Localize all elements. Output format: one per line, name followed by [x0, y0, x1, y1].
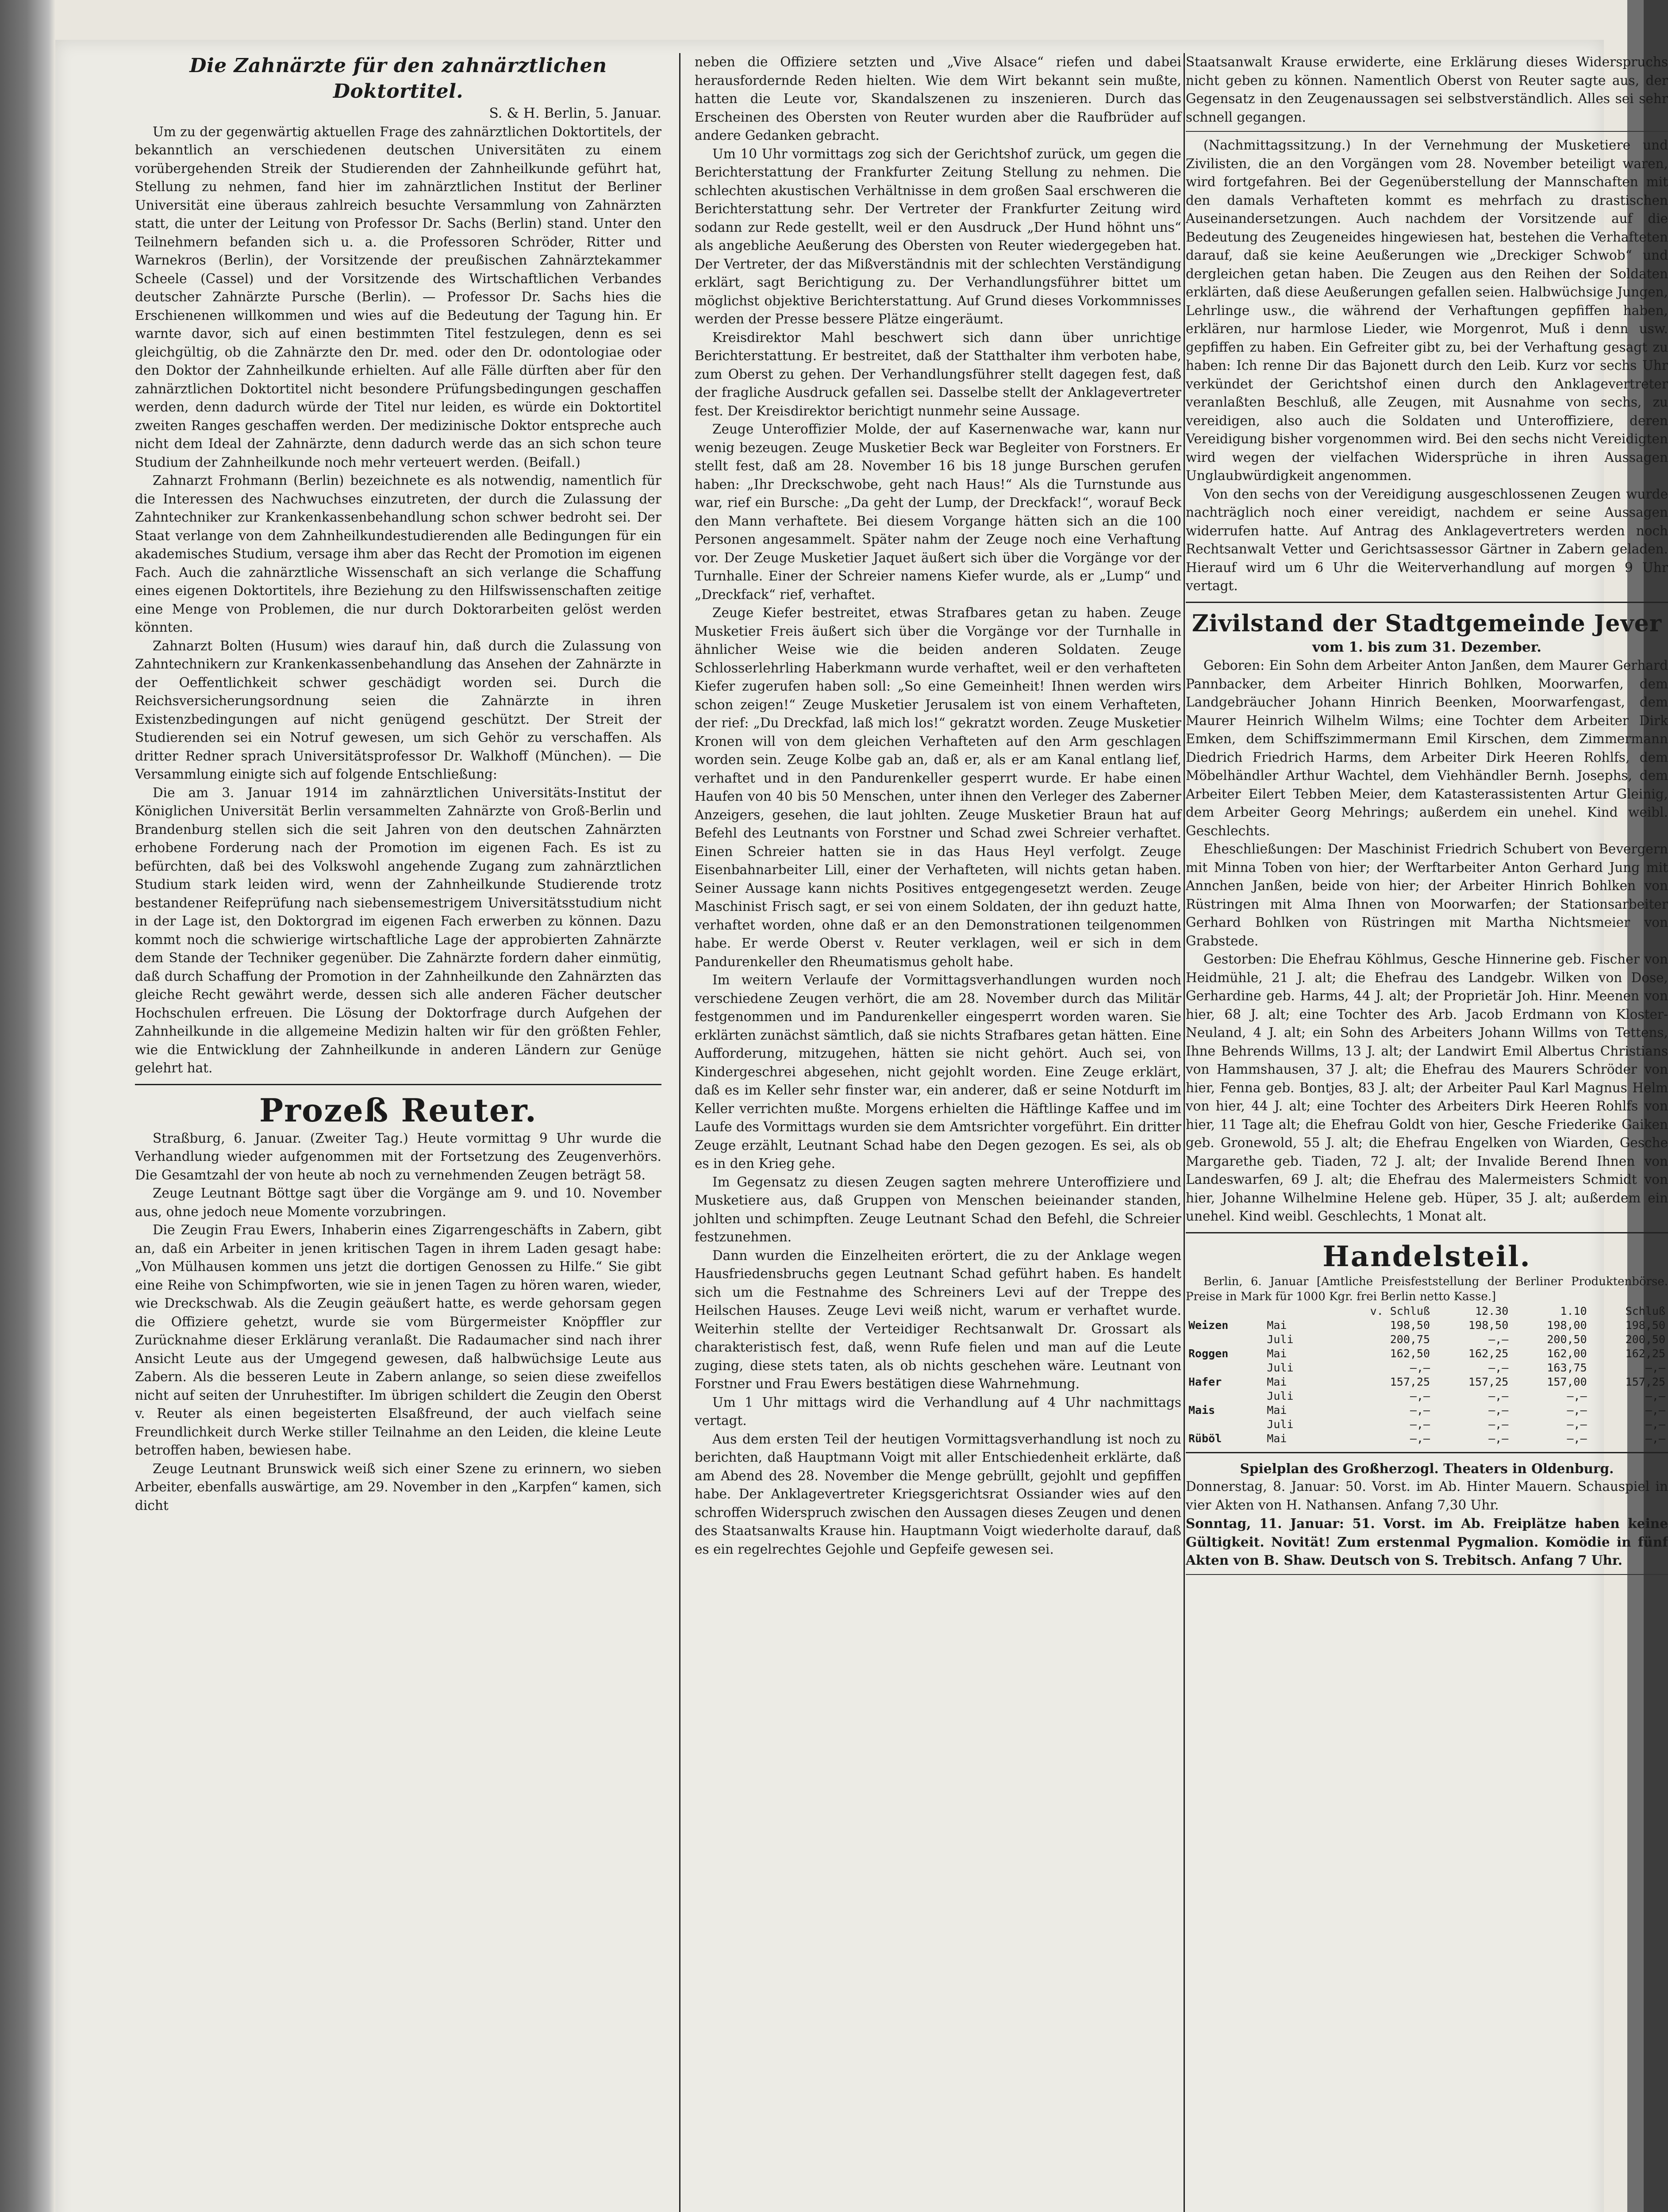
table-row — [1186, 1417, 1668, 1432]
table-cell: Mai — [1267, 1375, 1287, 1388]
divider — [1186, 602, 1668, 603]
paragraph: Im Gegensatz zu diesen Zeugen sagten mehrere Unteroffiziere und Musketiere aus, daß Gruppen von Menschen beieinander standen, johlten und schimpften. Zeuge Leutnant Schad den Befehl, die Schreier festzunehmen. — [695, 1174, 1181, 1244]
paragraph: neben die Offiziere setzten und „Vive Alsace“ riefen und dabei herausfordernde Reden hielten. Wie dem Wirt bekannt sein mußte, hatten die Leute vor, Skandalszenen zu inszenieren. Durch das Erscheinen des Obersten von Reuter wurden aber die Raufbrüder auf andere Gedanken gebracht. — [695, 54, 1181, 143]
paragraph: Zeuge Leutnant Brunswick weiß sich einer Szene zu erinnern, wo sieben Arbeiter, ebenfalls auswärtige, am 29. November in den „Karpfen“ kamen, sich dicht — [135, 1461, 661, 1513]
table-cell: 157,25 — [1625, 1375, 1665, 1388]
table-cell: 198,50 — [1390, 1318, 1430, 1332]
trade-intro: Berlin, 6. Januar [Amtliche Preisfeststellung der Berliner Produktenbörse. Preise in Mark für 1000 Kgr. frei Berlin netto Kasse.] — [1186, 1275, 1668, 1303]
paragraph: Zahnarzt Frohmann (Berlin) bezeichnete es als notwendig, namentlich für die Interessen des Nachwuchses einzutreten, der durch die Zulassung der Zahntechniker zur Krankenkassenbehandlung schon schwer bedroht sei. Der Staat verlange von dem Zahnheilkundestudierenden alle Bedingungen für ein akademisches Studium, versage ihm aber das Recht der Promotion im eigenen Fach. Auch die zahnärztliche Wissenschaft an sich verlange die Schaffung eines eigenen Doktortitels, ihre Beziehung zu den Hilfswissenschaften zeitige eine Menge von Problemen, die nur durch Doktorarbeiten gelöst werden könnten. — [135, 473, 661, 635]
table-cell: Weizen — [1188, 1318, 1229, 1332]
divider — [1186, 1452, 1668, 1453]
table-cell: —,— — [1567, 1403, 1587, 1417]
table-cell: —,— — [1645, 1432, 1665, 1445]
paragraph: Die am 3. Januar 1914 im zahnärztlichen Universitäts-Institut der Königlichen Universität Berlin versammelten Zahnärzte von Groß-Berlin und Brandenburg stellen sich die seit Jahren von den deutschen Zahnärzten erhobene Forderung nach der Promotion im eigenen Fach. Es ist zu befürchten, daß bei des Volkswohl angehende Zugang zum zahnärztlichen Studium stark leiden wird, wenn der Zahnheilkunde Studierende trotz bestandener Reifeprüfung nach siebensemestrigem Universitätsstudium nicht in der Lage ist, den Doktorgrad im eigenen Fach erwerben zu können. Dazu kommt noch die schwierige wirtschaftliche Lage der approbierten Zahnärzte dem Stande der Techniker gegenüber. Die Zahnärzte fordern daher einmütig, daß durch Schaffung der Promotion in der Zahnheilkunde den Zahnärzten das gleiche Recht gewährt werde, dessen sich alle anderen Fächer deutscher Hochschulen erfreuen. Die Lösung der Doktorfrage durch Aufgehen der Zahnheilkunde in die allgemeine Medizin halten wir für den größten Fehler, wie die Entwicklung der Zahnheilkunde in anderen Ländern zur Genüge gelehrt hat. — [135, 785, 661, 1075]
paragraph: Um zu der gegenwärtig aktuellen Frage des zahnärztlichen Doktortitels, der bekanntlich an verschiedenen deutschen Universitäten zu einem vorübergehenden Streik der Studierenden der Zahnheilkunde geführt hat, Stellung zu nehmen, fand hier im zahnärztlichen Institut der Berliner Universität eine überaus zahlreich besuchte Versammlung von Zahnärzten statt, die unter der Leitung von Professor Dr. Sachs (Berlin) stand. Unter den Teilnehmern befanden sich u. a. die Professoren Schröder, Ritter und Warnekros (Berlin), der Vorsitzende der preußischen Zahnärztekammer Scheele (Cassel) und der Vorsitzende des Wirtschaftlichen Verbandes deutscher Zahnärzte Pursche (Berlin). — Professor Dr. Sachs hies die Erschienenen willkommen und wies auf die Bedeutung der Tagung hin. Er warnte davor, sich auf einen bestimmten Titel festzulegen, denn es sei gleichgültig, ob die Zahnärzte den Dr. med. oder den Dr. odontologiae oder den Doktor der Zahnheilkunde erhielten. Auf alle Fälle dürften aber für den zahnärztlichen Doktortitel nicht besondere Prüfungsbedingungen geschaffen werden, denn dadurch würde der Titel nur leiden, es würde ein Doktortitel zweiten Ranges geschaffen werden. Der medizinische Doktor entspreche auch nicht dem Ideal der Zahnärzte, denn dadurch werde das an sich schon teure Studium der Zahnheilkunde noch mehr verteuert werden. (Beifall.) — [135, 124, 661, 470]
table-row — [1186, 1361, 1668, 1375]
table-cell: —,— — [1488, 1417, 1509, 1431]
table-cell: 200,50 — [1625, 1333, 1665, 1346]
table-row — [1186, 1389, 1668, 1403]
table-row — [1186, 1333, 1668, 1347]
divider — [1186, 1232, 1668, 1233]
table-cell: 162,00 — [1547, 1347, 1587, 1360]
table-cell — [1186, 1333, 1264, 1347]
playbill-entry: Sonntag, 11. Januar: 51. Vorst. im Ab. Freiplätze haben keine Gültigkeit. Novität! Zum erstenmal Pygmalion. Komödie in fünf Akten von B. Shaw. Deutsch von S. Trebitsch. Anfang 7 Uhr. — [1186, 1516, 1668, 1568]
table-cell: —,— — [1410, 1403, 1430, 1417]
table-cell: —,— — [1488, 1361, 1509, 1374]
section-title: Zivilstand der Stadtgemeinde Jever — [1191, 610, 1662, 637]
table-cell: Mai — [1267, 1318, 1287, 1332]
table-cell: Mai — [1267, 1403, 1287, 1417]
table-row — [1186, 1403, 1668, 1417]
paragraph: Kreisdirektor Mahl beschwert sich dann über unrichtige Berichterstattung. Er bestreitet, daß der Statthalter ihm verboten habe, zum Oberst zu gehen. Der Verhandlungsführer stellt dagegen fest, daß der fragliche Ausdruck gefallen sei. Dasselbe stellt der Anklagevertreter fest. Der Kreisdirektor berichtigt nunmehr seine Aussage. — [695, 330, 1181, 419]
table-cell: 198,00 — [1547, 1318, 1587, 1332]
table-cell — [1264, 1304, 1319, 1318]
table-cell: 157,25 — [1390, 1375, 1430, 1388]
section-subtitle: vom 1. bis zum 31. Dezember. — [1312, 639, 1541, 655]
paragraph: Zahnarzt Bolten (Husum) wies darauf hin, daß durch die Zulassung von Zahntechnikern zur Krankenkassenbehandlung das Ansehen der Zahnärzte in der Oeffentlichkeit schwer geschädigt worden sei. Durch die Reichsversicherungsordnung seien die Zahnärzte in ihren Existenzbedingungen auf nicht genügend geschützt. Der Streit der Studierenden sei ein Notruf gewesen, um sich Gehör zu verschaffen. Als dritter Redner sprach Universitätsprofessor Dr. Walkhoff (München). — Die Versammlung einigte sich auf folgende Entschließung: — [135, 638, 661, 782]
table-cell: 1.10 — [1560, 1304, 1587, 1317]
table-cell: 163,75 — [1547, 1361, 1587, 1374]
table-cell: —,— — [1410, 1361, 1430, 1374]
table-cell: 162,25 — [1625, 1347, 1665, 1360]
table-cell: —,— — [1567, 1389, 1587, 1402]
price-table — [1186, 1304, 1668, 1446]
playbill-entry: Donnerstag, 8. Januar: 50. Vorst. im Ab. Hinter Mauern. Schauspiel in vier Akten von H. Nathansen. Anfang 7,30 Uhr. — [1186, 1479, 1668, 1513]
article-title: Prozeß Reuter. — [259, 1091, 537, 1129]
table-cell: Mai — [1267, 1347, 1287, 1360]
table-cell: Roggen — [1188, 1347, 1229, 1360]
column-rule — [679, 53, 680, 2212]
table-cell: —,— — [1645, 1389, 1665, 1402]
table-cell: v. Schluß — [1370, 1304, 1430, 1317]
table-row — [1186, 1347, 1668, 1361]
table-cell: Schluß — [1625, 1304, 1665, 1317]
playbill — [1186, 1459, 1668, 1570]
newspaper-page — [55, 40, 1668, 2212]
paragraph: Zeuge Kiefer bestreitet, etwas Strafbares getan zu haben. Zeuge Musketier Freis äußert sich über die Vorgänge vor der Turnhalle in ähnlicher Weise wie die beiden anderen Soldaten. Zeuge Schlosserlehrling Haberkmann wurde verhaftet, weil er den verhafteten Kiefer zugerufen haben soll: „So eine Gemeinheit! Ihnen werden wirs schon zeigen!“ Zeuge Musketier Jerusalem ist von einem Verhafteten, der rief: „Du Dreckfad, laß mich los!“ gekratzt worden. Zeuge Musketier Kronen will von dem gleichen Verhafteten auf den Arm geschlagen worden sein. Zeuge Kolbe gab an, daß er, als er am Kanal entlang lief, verhaftet und in den Pandurenkeller gesperrt wurde. Er habe einen Haufen von 40 bis 50 Menschen, unter ihnen den Verleger des Zaberner Anzeigers, gesehen, die laut johlten. Zeuge Musketier Braun hat auf Befehl des Leutnants von Forstner und Schad zwei Schreier verhaftet. Einen Schreier hatten sie in das Haus Heyl verfolgt. Zeuge Eisenbahnarbeiter Lill, einer der Verhafteten, will nichts getan haben. Seiner Aussage kann nichts Positives entgegengesetzt werden. Zeuge Maschinist Frisch sagt, er sei von einem Soldaten, der ihn geduzt hatte, verhaftet worden, ohne daß er an den Demonstrationen teilgenommen habe. Er werde Oberst v. Reuter verklagen, weil er sich in dem Pandurenkeller den Rheumatismus geholt habe. — [695, 605, 1181, 969]
paragraph: Aus dem ersten Teil der heutigen Vormittagsverhandlung ist noch zu berichten, daß Hauptmann Voigt mit aller Entschiedenheit erklärte, daß am Abend des 28. November die Menge gebrüllt, gejohlt und gepfiffen habe. Der Anklagevertreter Kriegsgerichtsrat Ossiander wies auf den schroffen Widerspruch zwischen den Aussagen dieses Zeugen und denen des Staatsanwalts Krause hin. Hauptmann Voigt wiederholte darauf, daß es ein regelrechtes Gejohle und Gepfeife gewesen sei. — [695, 1431, 1181, 1557]
table-cell: Juli — [1267, 1361, 1294, 1374]
table-cell: 157,25 — [1468, 1375, 1509, 1388]
table-cell — [1186, 1361, 1264, 1375]
paragraph: Im weitern Verlaufe der Vormittagsverhandlungen wurden noch verschiedene Zeugen verhört, die am 28. November durch das Militär festgenommen und im Pandurenkeller eingesperrt worden waren. Sie erklärten zunächst sämtlich, daß sie nichts Strafbares getan hätten. Eine Aufforderung, mitzugehen, hätten sie nicht gehört. Auch sei, von Kindergeschrei abgesehen, nicht gejohlt worden. Eine Zeuge erklärt, daß es im Keller sehr finster war, ein anderer, daß er seine Notdurft im Keller verrichten mußte. Morgens erhielten die Häftlinge Kaffee und im Laufe des Vormittags wurden sie dem Amtsrichter vorgeführt. Ein dritter Zeuge erzählt, Leutnant Schad habe den Degen gezogen. Es sei, als ob es in den Krieg gehe. — [695, 972, 1181, 1171]
paragraph: Von den sechs von der Vereidigung ausgeschlossenen Zeugen wurde nachträglich noch einer vereidigt, nachdem er seine Aussagen widerrufen hatte. Auf Antrag des Anklagevertreters werden noch Rechtsanwalt Vetter und Gerichtsassessor Gärtner in Zabern geladen. Hierauf wird um 6 Uhr die Weiterverhandlung auf morgen 9 Uhr vertagt. — [1186, 486, 1668, 593]
table-cell: —,— — [1567, 1417, 1587, 1431]
table-cell: Mais — [1188, 1403, 1215, 1417]
table-row — [1186, 1318, 1668, 1333]
paragraph: Zeuge Unteroffizier Molde, der auf Kasernenwache war, kann nur wenig bezeugen. Zeuge Musketier Beck war Begleiter von Forstners. Er stellt fest, daß am 28. November 16 bis 18 junge Burschen gerufen haben: „Ihr Dreckschwobe, geht nach Haus!“ Als die Turnstunde aus war, rief ein Bursche: „Da geht der Lump, der Dreckfack!“, worauf Beck den Mann verhaftete. Bei diesem Vorgange hätten sich an die 100 Personen angesammelt. Später nahm der Zeuge noch eine Verhaftung vor. Der Zeuge Musketier Jaquet äußert sich über die Vorgänge vor der Turnhalle. Einer der Schreier namens Kiefer wurde, als er „Lump“ und „Dreckfack“ rief, verhaftet. — [695, 422, 1181, 602]
table-cell: Mai — [1267, 1432, 1287, 1445]
paragraph: Die Zeugin Frau Ewers, Inhaberin eines Zigarrengeschäfts in Zabern, gibt an, daß ein Arbeiter in jenen kritischen Tagen in ihrem Laden gesagt habe: „Von Mülhausen kommen uns jetzt die dortigen Genossen zu Hilfe.“ Sie gibt eine Reihe von Schimpfworten, wie sie in jenen Tagen zu hören waren, wieder, wie Dreckschwab. Als die Zeugin geäußert hatte, es werde gehorsam gegen die Offiziere gehetzt, wurde sie vom Bürgermeister Knöpffler zur Zurücknahme dieser Erklärung veranlaßt. Die Radaumacher sind nach ihrer Ansicht Leute aus der Umgegend gewesen, daß halbwüchsige Leute aus Zabern. Als die besseren Leute in Zabern anlange, so seien diese zweifellos nicht auf seiten der Unruhestifter. Im übrigen schildert die Zeugin den Oberst v. Reuter als einen begeisterten Elsaßfreund, der auch vielfach seine Freundlichkeit durch Werke stiller Teilnahme an den Leiden, die kleine Leute betroffen haben, bewiesen habe. — [135, 1222, 661, 1458]
table-cell: —,— — [1645, 1361, 1665, 1374]
paragraph: Staatsanwalt Krause erwiderte, eine Erklärung dieses Widerspruchs nicht geben zu können. Namentlich Oberst von Reuter sagte aus, der Gegensatz in den Zeugenaussagen sei selbstverständlich. Alles sei sehr schnell gegangen. — [1186, 54, 1668, 125]
table-cell: Rüböl — [1188, 1432, 1222, 1445]
table-cell: —,— — [1567, 1432, 1587, 1445]
table-cell — [1186, 1417, 1264, 1432]
table-cell — [1186, 1304, 1264, 1318]
divider — [135, 1084, 661, 1085]
table-cell: —,— — [1488, 1389, 1509, 1402]
table-cell: —,— — [1410, 1389, 1430, 1402]
table-cell: 198,50 — [1625, 1318, 1665, 1332]
playbill-title: Spielplan des Großherzogl. Theaters in Oldenburg. — [1240, 1460, 1614, 1476]
civil-births: Geboren: Ein Sohn dem Arbeiter Anton Janßen, dem Maurer Gerhard Pannbacker, dem Arbeiter Hinrich Bohlken, Moorwarfen, dem Landgebräucher Johann Hinrich Beenken, Moorwarfengast, dem Maurer Heinrich Wilhelm Wilms; eine Tochter dem Arbeiter Dirk Emken, dem Schiffszimmermann Emil Kirschen, dem Zimmermann Diedrich Friedrich Harms, dem Arbeiter Dirk Heeren Rohlfs, dem Möbelhändler Arthur Wachtel, dem Viehhändler Bernh. Josephs, dem Arbeiter Eilert Tebben Meier, dem Katasterassistenten Artur Gleinig, dem Arbeiter Georg Mehrings; außerdem ein unehel. Kind weibl. Geschlechts. — [1186, 658, 1668, 838]
table-cell: —,— — [1488, 1432, 1509, 1445]
divider — [1186, 131, 1668, 132]
table-cell: 200,75 — [1390, 1333, 1430, 1346]
table-cell: 200,50 — [1547, 1333, 1587, 1346]
table-cell: 12.30 — [1475, 1304, 1509, 1317]
paragraph: Straßburg, 6. Januar. (Zweiter Tag.) Heute vormittag 9 Uhr wurde die Verhandlung wieder aufgenommen mit der Fortsetzung des Zeugenverhörs. Die Gesamtzahl der von heute ab noch zu vernehmenden Zeugen beträgt 58. — [135, 1130, 661, 1183]
table-cell: —,— — [1645, 1403, 1665, 1417]
section-title: Handelsteil. — [1322, 1240, 1531, 1273]
table-cell: 162,25 — [1468, 1347, 1509, 1360]
table-cell: Juli — [1267, 1389, 1294, 1402]
table-row — [1186, 1375, 1668, 1389]
table-row — [1186, 1432, 1668, 1446]
table-cell: 198,50 — [1468, 1318, 1509, 1332]
column-3 — [1186, 53, 1668, 2212]
table-cell: —,— — [1488, 1333, 1509, 1346]
divider — [1186, 1574, 1668, 1575]
civil-marriages: Eheschließungen: Der Maschinist Friedrich Schubert von Bevergern mit Minna Toben von hier; der Werftarbeiter Anton Gerhard Jung mit Annchen Janßen, beide von hier; der Arbeiter Hinrich Bohlken von Rüstringen mit Alma Ihnen von Moorwarfen; der Stationsarbeiter Gerhard Bohlken von Rüstringen mit Martha Nichtsmeier von Grabstede. — [1186, 841, 1668, 949]
table-cell: —,— — [1410, 1417, 1430, 1431]
paragraph: Dann wurden die Einzelheiten erörtert, die zu der Anklage wegen Hausfriedensbruchs gegen Leutnant Schad geführt haben. Es handelt sich um die Festnahme des Schreiners Levi auf der Treppe des Heilschen Hauses. Zeuge Levi weiß nicht, warum er verhaftet wurde. Weiterhin stellte der Verteidiger Rechtsanwalt Dr. Grossart als charakteristisch fest, daß, wenn Rufe fielen und man auf die Leute zuging, diese stets taten, als ob nichts geschehen wäre. Leutnant von Forstner und Frau Ewers bestätigen diese Wahrnehmung. — [695, 1248, 1181, 1391]
column-2 — [695, 53, 1181, 2212]
civil-deaths: Gestorben: Die Ehefrau Köhlmus, Gesche Hinnerine geb. Fischer von Heidmühle, 21 J. alt; die Ehefrau des Landgebr. Wilken von Dose, Gerhardine geb. Harms, 44 J. alt; der Proprietär Joh. Hinr. Meenen von hier, 68 J. alt; eine Tochter des Arb. Jacob Erdmann von Kloster-Neuland, 4 J. alt; ein Sohn des Arbeiters Johann Willms von Tettens, Ihne Behrends Willms, 13 J. alt; der Landwirt Emil Albertus Christians von Hammshausen, 37 J. alt; die Ehefrau des Maurers Schröder von hier, Fenna geb. Bontjes, 83 J. alt; der Arbeiter Paul Karl Magnus Helm von hier, 44 J. alt; eine Tochter des Arbeiters Dirk Heeren Rohlfs von hier, 11 Tage alt; die Ehefrau Goldt von hier, Gesche Friederike Gaiken geb. Gronewold, 55 J. alt; die Ehefrau Engelken von Wiarden, Gesche Margarethe geb. Tiaden, 72 J. alt; der Invalide Berend Ihnen von Landeswarfen, 69 J. alt; die Ehefrau des Malermeisters Schmidt von hier, Johanne Wilhelmine Helene geb. Hüper, 35 J. alt; außerdem ein unehel. Kind weibl. Geschlechts, 1 Monat alt. — [1186, 952, 1668, 1224]
paragraph: (Nachmittagssitzung.) In der Vernehmung der Musketiere und Zivilisten, die an den Vorgängen vom 28. November beteiligt waren, wird fortgefahren. Bei der Gegenüberstellung der Mannschaften mit den damals Verhafteten kommt es mehrfach zu drastischen Auseinandersetzungen. Auch nachdem der Vorsitzende auf die Bedeutung des Zeugeneides hingewiesen hat, bestehen die Verhafteten darauf, daß sie keine Aeußerungen wie „Dreckiger Schwob“ und dergleichen getan haben. Die Zeugen aus den Reihen der Soldaten erklärten, daß diese Aeußerungen gefallen seien. Halbwüchsige Jungen, Lehrlinge usw., die während der Verhaftungen gepfiffen haben, erklären, nur harmlose Lieder, wie Morgenrot, Muß i denn usw. gepfiffen zu haben. Ein Gefreiter gibt zu, bei der Verhaftung gesagt zu haben: Ich renne Dir das Bajonett durch den Leib. Kurz vor sechs Uhr verkündet der Gerichtshof einen durch den Anklagevertreter veranlaßten Beschluß, alle Zeugen, mit Ausnahme von sechs, zu vereidigen, also auch die Soldaten und Unteroffiziere, deren Vereidigung bisher vorgenommen wird. Bei den sechs nicht Vereidigten wird wegen der vielfachen Widersprüche in ihren Aussagen Unglaubwürdigkeit angenommen. — [1186, 138, 1668, 483]
table-cell: Juli — [1267, 1417, 1294, 1431]
table-cell: —,— — [1645, 1417, 1665, 1431]
article-title: Die Zahnärzte für den zahnärztlichen Doktortitel. — [189, 54, 607, 103]
paragraph: Um 10 Uhr vormittags zog sich der Gerichtshof zurück, um gegen die Berichterstattung der Frankfurter Zeitung Stellung zu nehmen. Die schlechten akustischen Verhältnisse in dem großen Saal erschweren die Berichterstattung sehr. Der Vertreter der Frankfurter Zeitung wird sodann zur Rede gestellt, weil er den Ausdruck „Der Hund höhnt uns“ als angebliche Aeußerung des Obersten von Reuter wiedergegeben hat. Der Vertreter, der das Mißverständnis mit der schlechten Verständigung erklärt, sagt Berichtigung zu. Der Verhandlungsführer bittet um möglichst objektive Berichterstattung. Auf Grund dieses Vorkommnisses werden der Presse bessere Plätze eingeräumt. — [695, 146, 1181, 326]
paragraph: Um 1 Uhr mittags wird die Verhandlung auf 4 Uhr nachmittags vertagt. — [695, 1394, 1181, 1428]
table-cell: —,— — [1410, 1432, 1430, 1445]
table-cell: —,— — [1488, 1403, 1509, 1417]
table-cell: 157,00 — [1547, 1375, 1587, 1388]
column-1 — [135, 53, 661, 2212]
table-header — [1186, 1304, 1668, 1318]
dateline: S. & H. Berlin, 5. Januar. — [489, 105, 661, 121]
table-cell — [1186, 1389, 1264, 1403]
table-cell: 162,50 — [1390, 1347, 1430, 1360]
paragraph: Zeuge Leutnant Böttge sagt über die Vorgänge am 9. und 10. November aus, ohne jedoch neue Momente vorzubringen. — [135, 1186, 661, 1219]
column-rule — [1184, 53, 1185, 2212]
table-cell: Hafer — [1188, 1375, 1222, 1388]
table-cell: Juli — [1267, 1333, 1294, 1346]
